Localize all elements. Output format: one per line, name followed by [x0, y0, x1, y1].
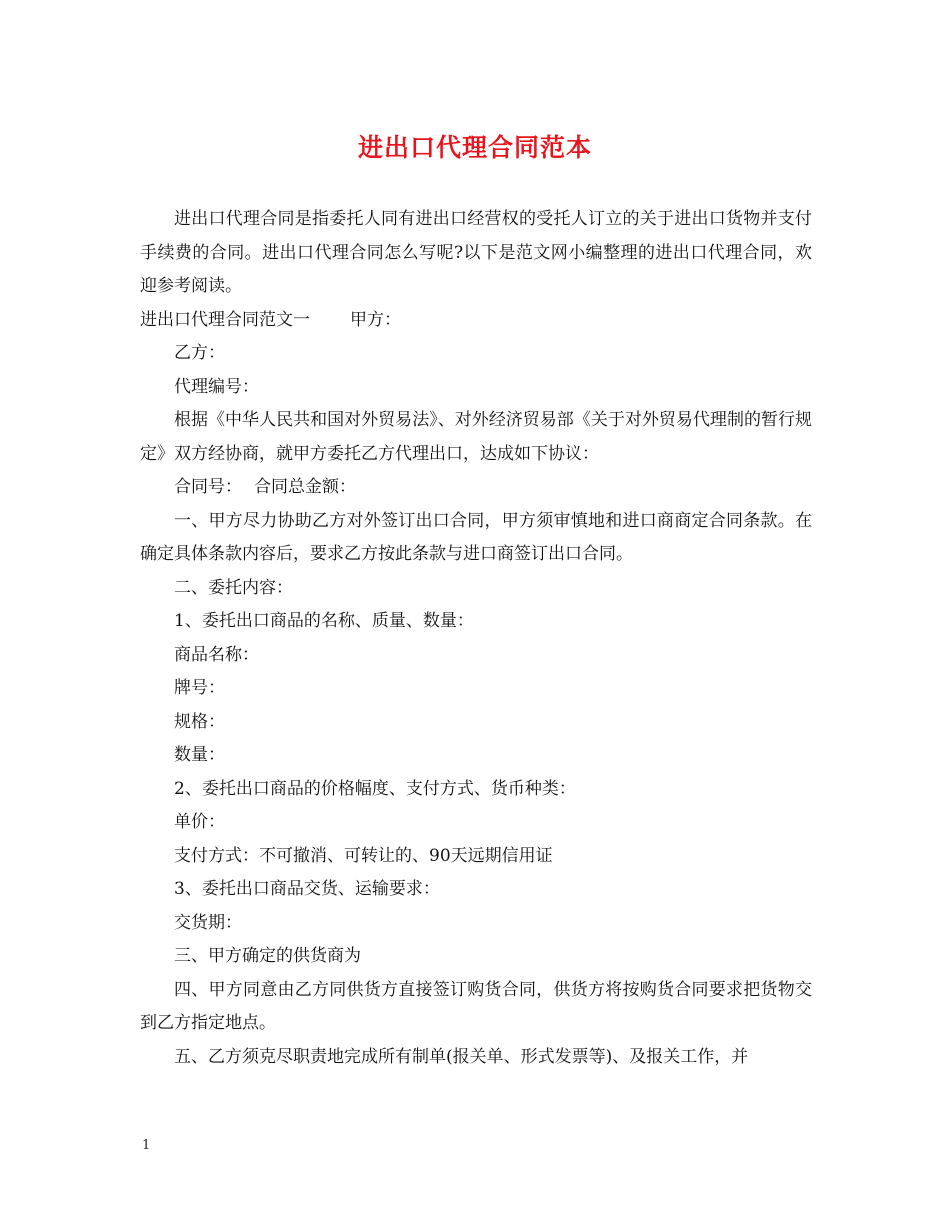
specification-label: 规格： [174, 711, 225, 732]
document-body [140, 203, 812, 1074]
party-b-label: 乙方： [174, 343, 225, 363]
clause-four: 四、甲方同意由乙方同供货方直接签订购货合同，供货方将按购货合同要求把货物交到乙方指定地点。 [140, 979, 812, 1033]
brand-label: 牌号： [174, 678, 225, 698]
clause-five: 五、乙方须克尽职责地完成所有制单(报关单、形式发票等)、及报关工作，并 [174, 1046, 749, 1067]
page-number: 1 [142, 1138, 151, 1153]
paragraph-sample-heading-line [140, 304, 812, 338]
clause-two-item-3: 3、委托出口商品交货、运输要求： [174, 879, 440, 899]
clause-three: 三、甲方确定的供货商为 [174, 946, 361, 966]
paragraph-intro: 进出口代理合同是指委托人同有进出口经营权的受托人订立的关于进出口货物并支付手续费的合同。进出口代理合同怎么写呢?以下是范文网小编整理的进出口代理合同，欢迎参考阅读。 [140, 209, 812, 296]
clause-two-heading: 二、委托内容： [174, 577, 293, 598]
agency-number-label: 代理编号： [174, 376, 259, 397]
clause-two-item-2: 2、委托出口商品的价格幅度、支付方式、货币种类： [174, 778, 576, 799]
clause-one: 一、甲方尽力协助乙方对外签订出口合同，甲方须审慎地和进口商商定合同条款。在确定具体条款内容后，要求乙方按此条款与进口商签订出口合同。 [140, 510, 812, 564]
sample-heading: 进出口代理合同范文一 [140, 309, 310, 330]
product-name-label: 商品名称： [174, 644, 259, 665]
paragraph-contract-info [140, 471, 812, 505]
delivery-period-label: 交货期： [174, 912, 242, 933]
party-a-label: 甲方： [350, 309, 401, 330]
unit-price-label: 单价： [174, 812, 225, 832]
quantity-label: 数量： [174, 745, 225, 765]
clause-two-item-1: 1、委托出口商品的名称、质量、数量： [174, 611, 474, 631]
payment-method-line: 支付方式：不可撤消、可转让的、90天远期信用证 [174, 845, 553, 866]
document-title: 进出口代理合同范本 [357, 133, 592, 162]
contract-amount-label: 合同总金额： [254, 477, 356, 497]
contract-number-label: 合同号： [174, 477, 242, 497]
paragraph-legal-basis: 根据《中华人民共和国对外贸易法》、对外经济贸易部《关于对外贸易代理制的暂行规定》双方经协商，就甲方委托乙方代理出口，达成如下协议： [140, 410, 812, 464]
